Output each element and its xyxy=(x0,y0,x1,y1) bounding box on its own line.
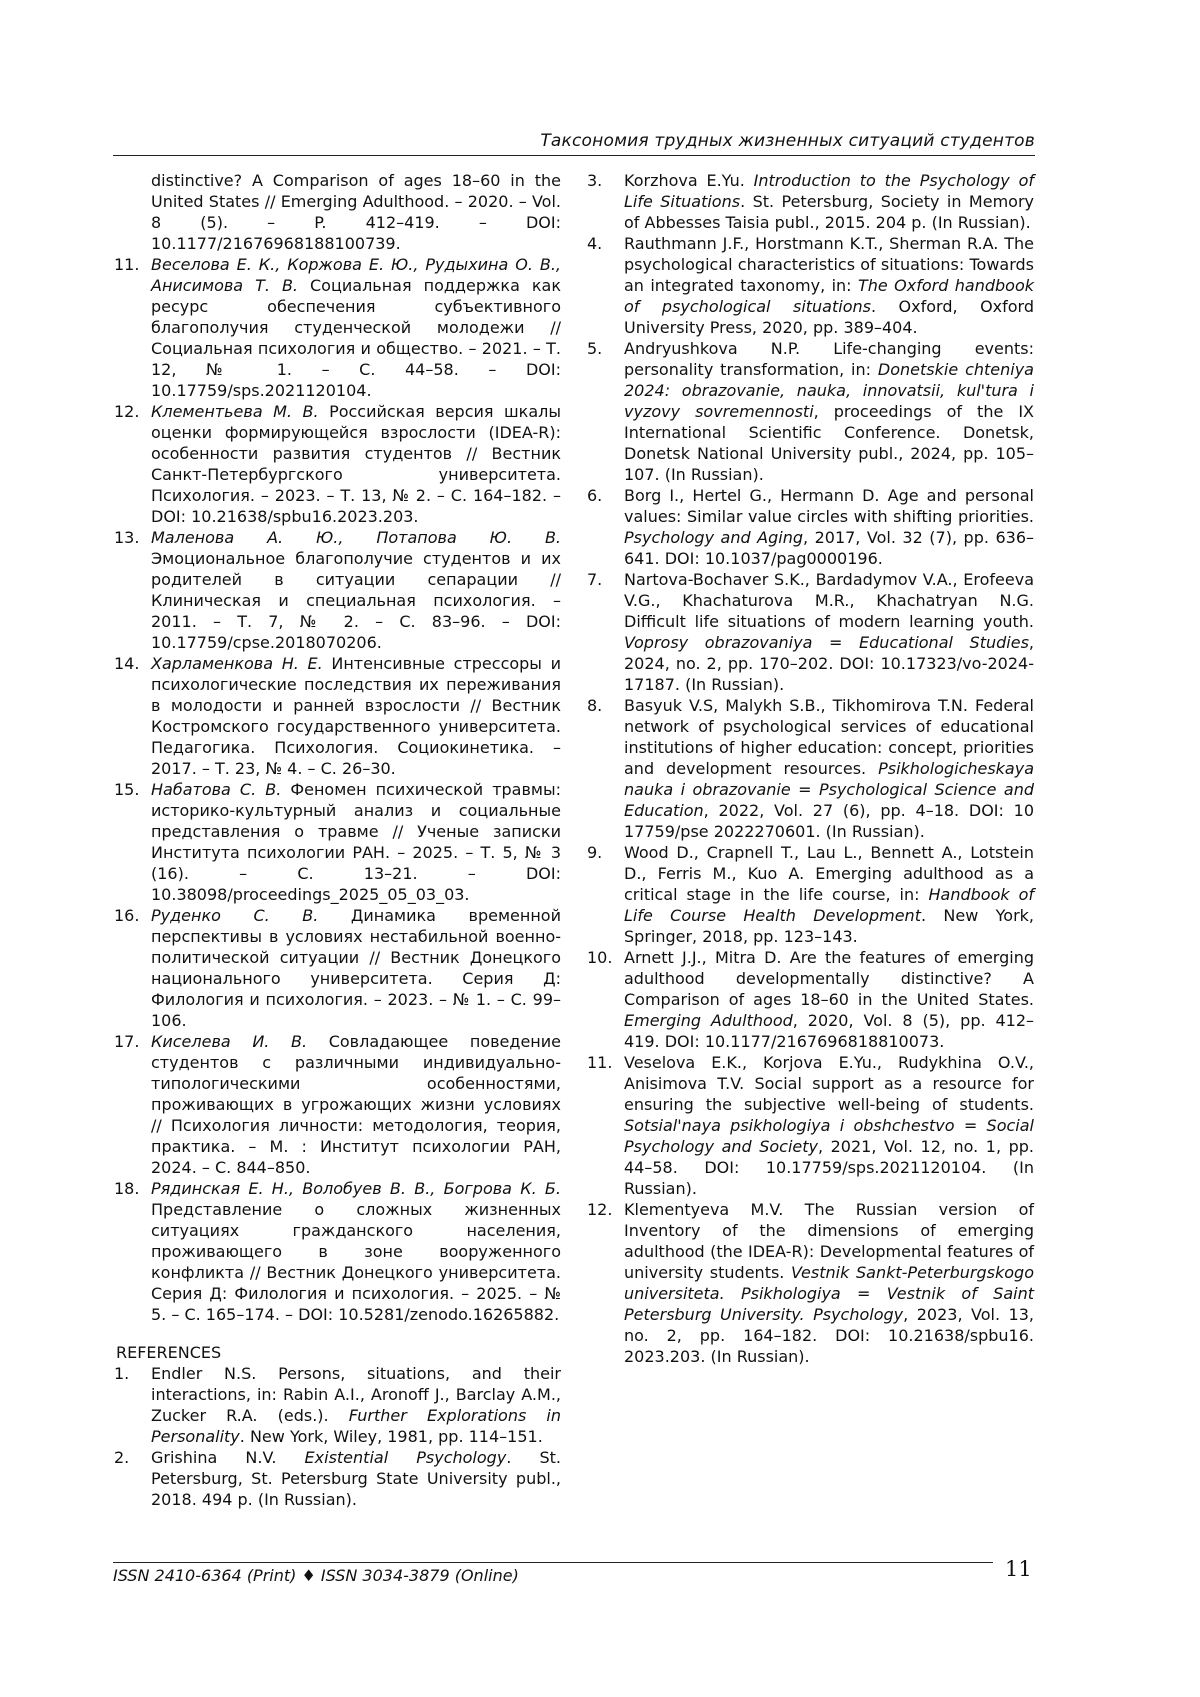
reference-authors: Рядинская Е. Н., Волобуев В. В., Богрова К. Б. xyxy=(151,1179,561,1198)
reference-details: , 2021, Vol. 12, no. 1, pp. 44–58. DOI: 10.17759/sps.2021120104. (In Russian). xyxy=(624,1137,1034,1198)
reference-text: Veselova E.K., Korjova E.Yu., Rudykhina O.V., Anisimova T.V. Social support as a resource for ensuring the subjective well-being of students. xyxy=(624,1053,1034,1114)
reference-text: Российская версия шкалы оценки формирующейся взрослости (IDEA-R): особенности развития студентов // Вестник Санкт-Петербургского университета. Психология. – 2023. – Т. 13, № 2. – С. 164–182. – DOI: 10.21638/spbu16.2023.203. xyxy=(151,402,561,526)
reference-authors: Клементьева М. В. xyxy=(151,402,319,421)
reference-item xyxy=(589,338,1034,485)
reference-authors: Киселева И. В. xyxy=(151,1032,308,1051)
reference-text: Korzhova E.Yu. xyxy=(624,171,754,190)
reference-details: , 2022, Vol. 27 (6), pp. 4–18. DOI: 10 17759/pse 2022270601. (In Russian). xyxy=(624,801,1034,841)
reference-text: Эмоциональное благополучие студентов и их родителей в ситуации сепарации // Клиническая и специальная психология. – 2011. – Т. 7, № 2. – С. 83–96. – DOI: 10.17759/cpse.2018070206. xyxy=(151,549,561,652)
reference-text: Rauthmann J.F., Horstmann K.T., Sherman R.A. The psychological characteristics of situations: Towards an integrated taxonomy, in: xyxy=(624,234,1034,295)
reference-source: Handbook of Life Course Health Development xyxy=(624,885,1034,925)
reference-item xyxy=(589,842,1034,947)
reference-details: , 2020, Vol. 8 (5), pp. 412–419. DOI: 10.1177/2167696818810073. xyxy=(624,1011,1035,1051)
reference-details: . St. Petersburg, Society in Memory of Abbesses Taisia publ., 2015. 204 p. (In Russian). xyxy=(624,192,1034,232)
reference-item xyxy=(589,170,1034,233)
reference-item xyxy=(589,485,1034,569)
reference-source: Psychology and Aging xyxy=(624,528,803,547)
reference-continuation: distinctive? A Comparison of ages 18–60 in the United States // Emerging Adulthood. – 2020. – Vol. 8 (5). – P. 412–419. – DOI: 10.1177/21676968188100739. xyxy=(151,171,561,253)
reference-details: , proceedings of the IX International Scientific Conference. Donetsk, Donetsk National University publ., 2024, pp. 105–107. (In Russian). xyxy=(624,402,1034,484)
reference-source: The Oxford handbook of psychological situations xyxy=(624,276,1034,316)
reference-details: , 2024, no. 2, pp. 170–202. DOI: 10.17323/vo-2024-17187. (In Russian). xyxy=(624,633,1034,694)
reference-item xyxy=(116,1447,561,1510)
footer-divider xyxy=(113,1562,993,1563)
reference-text: Представление о сложных жизненных ситуациях гражданского населения, проживающего в зоне вооруженного конфликта // Вестник Донецкого университета. Серия Д: Филология и психология. – 2025. – № 5. – С. 165–174. – DOI: 10.5281/zenodo.16265882. xyxy=(151,1200,561,1324)
reference-number: 8. xyxy=(587,696,603,715)
reference-number: 16. xyxy=(114,906,140,925)
reference-authors: Руденко С. В. xyxy=(151,906,319,925)
reference-text: Andryushkova N.P. Life-changing events: personality transformation, in: xyxy=(624,339,1034,379)
reference-source: Psikhologicheskaya nauka i obrazovanie = Psychological Science and Education xyxy=(624,759,1034,820)
reference-item xyxy=(589,1199,1034,1367)
reference-text: Arnett J.J., Mitra D. Are the features of emerging adulthood developmentally distinctive? A Comparison of ages 18–60 in the United States. xyxy=(624,948,1034,1009)
reference-item xyxy=(589,569,1034,695)
reference-item xyxy=(116,653,561,779)
reference-text: Wood D., Crapnell T., Lau L., Bennett A., Lotstein D., Ferris M., Kuo A. Emerging adulthood as a critical stage in the life course, in: xyxy=(624,843,1034,904)
reference-authors: Харламенкова Н. Е. xyxy=(151,654,323,673)
reference-source: Emerging Adulthood xyxy=(624,1011,793,1030)
reference-item xyxy=(116,779,561,905)
reference-item xyxy=(116,527,561,653)
reference-number: 4. xyxy=(587,234,603,253)
reference-text: Динамика временной перспективы в условиях нестабильной военно-политической ситуации // Вестник Донецкого национального университета. Серия Д: Филология и психология. – 2023. – № 1. – С. 99–106. xyxy=(151,906,561,1030)
reference-number: 2. xyxy=(114,1448,130,1467)
reference-number: 12. xyxy=(114,402,140,421)
running-title: Таксономия трудных жизненных ситуаций студентов xyxy=(540,131,1035,151)
reference-item xyxy=(589,1052,1034,1199)
reference-item xyxy=(589,947,1034,1052)
reference-source: Further Explorations in Personality xyxy=(151,1406,561,1446)
reference-number: 3. xyxy=(587,171,603,190)
reference-item xyxy=(116,401,561,527)
reference-text: Интенсивные стрессоры и психологические последствия их переживания в молодости и ранней взрослости // Вестник Костромского государственного университета. Педагогика. Психология. Социокинетика. – 2017. – Т. 23, № 4. – С. 26–30. xyxy=(151,654,562,778)
reference-number: 11. xyxy=(587,1053,613,1072)
reference-item xyxy=(116,254,561,401)
reference-text: Endler N.S. Persons, situations, and their interactions, in: Rabin A.I., Aronoff J., Barclay A.M., Zucker R.A. (eds.). xyxy=(151,1364,561,1425)
reference-text: Borg I., Hertel G., Hermann D. Age and personal values: Similar value circles with shifting priorities. xyxy=(624,486,1034,526)
english-reference-list xyxy=(116,1363,561,1510)
page-number: 11 xyxy=(1005,1557,1032,1581)
reference-details: , 2023, Vol. 13, no. 2, pp. 164–182. DOI: 10.21638/spbu16. 2023.203. (In Russian). xyxy=(624,1305,1034,1366)
reference-text: Феномен психической травмы: историко-культурный анализ и социальные представления о травме // Ученые записки Института психологии РАН. – 2025. – Т. 5, № 3 (16). – С. 13–21. – DOI: 10.38098/proceedings_2025_05_03_03. xyxy=(151,780,561,904)
reference-source: Existential Psychology xyxy=(304,1448,507,1467)
reference-item xyxy=(116,905,561,1031)
reference-text: Социальная поддержка как ресурс обеспечения субъективного благополучия студенческой молодежи // Социальная психология и общество. – 2021. – Т. 12, № 1. – С. 44–58. – DOI: 10.17759/sps.2021120104. xyxy=(151,276,562,400)
reference-number: 18. xyxy=(114,1179,140,1198)
reference-authors: Веселова Е. К., Коржова Е. Ю., Рудыхина О. В., Анисимова Т. В. xyxy=(151,255,561,295)
reference-details: . Oxford, Oxford University Press, 2020, pp. 389–404. xyxy=(624,297,1034,337)
reference-details: , 2017, Vol. 32 (7), pp. 636–641. DOI: 10.1037/pag0000196. xyxy=(624,528,1034,568)
reference-authors: Маленова А. Ю., Потапова Ю. В. xyxy=(151,528,561,547)
reference-number: 15. xyxy=(114,780,140,799)
right-column xyxy=(589,170,1034,1367)
russian-reference-list xyxy=(116,254,561,1325)
reference-source: Vestnik Sankt-Peterburgskogo universiteta. Psikhologiya = Vestnik of Saint Petersburg University. Psychology xyxy=(624,1263,1034,1324)
reference-number: 9. xyxy=(587,843,603,862)
reference-source: Introduction to the Psychology of Life Situations xyxy=(624,171,1034,211)
reference-authors: Набатова С. В. xyxy=(151,780,282,799)
reference-item xyxy=(116,1031,561,1178)
reference-item xyxy=(116,1178,561,1325)
issn-line: ISSN 2410-6364 (Print) ♦ ISSN 3034-3879 (Online) xyxy=(113,1566,519,1585)
reference-number: 6. xyxy=(587,486,603,505)
reference-number: 1. xyxy=(114,1364,130,1383)
references-heading: REFERENCES xyxy=(116,1343,222,1362)
reference-number: 11. xyxy=(114,255,140,274)
reference-number: 10. xyxy=(587,948,613,967)
reference-item xyxy=(589,233,1034,338)
reference-source: Voprosy obrazovaniya = Educational Studies xyxy=(624,633,1029,652)
reference-details: . New York, Springer, 2018, pp. 123–143. xyxy=(624,906,1034,946)
reference-text: Klementyeva M.V. The Russian version of Inventory of the dimensions of emerging adulthood (the IDEA-R): Developmental features of university students. xyxy=(624,1200,1034,1282)
english-reference-list-continued xyxy=(589,170,1034,1367)
reference-number: 14. xyxy=(114,654,140,673)
reference-text: Basyuk V.S, Malykh S.B., Tikhomirova T.N. Federal network of psychological services of educational institutions of higher education: concept, priorities and development resources. xyxy=(624,696,1034,778)
reference-details: . New York, Wiley, 1981, pp. 114–151. xyxy=(239,1427,543,1446)
reference-number: 12. xyxy=(587,1200,613,1219)
reference-item xyxy=(589,695,1034,842)
header-divider xyxy=(113,155,1035,156)
reference-number: 7. xyxy=(587,570,603,589)
reference-source: Sotsial'naya psikhologiya i obshchestvo = Social Psychology and Society xyxy=(624,1116,1034,1156)
reference-text: Grishina N.V. xyxy=(151,1448,305,1467)
reference-number: 13. xyxy=(114,528,140,547)
reference-number: 5. xyxy=(587,339,603,358)
reference-details: . St. Petersburg, St. Petersburg State University publ., 2018. 494 p. (In Russian). xyxy=(151,1448,562,1509)
reference-number: 17. xyxy=(114,1032,140,1051)
left-column xyxy=(116,170,561,1510)
reference-source: Donetskie chteniya 2024: obrazovanie, nauka, innovatsii, kul'tura i vyzovy sovremennosti xyxy=(624,360,1034,421)
reference-text: Nartova-Bochaver S.K., Bardadymov V.A., Erofeeva V.G., Khachaturova M.R., Khachatryan N.G. Difficult life situations of modern learning youth. xyxy=(624,570,1034,631)
reference-item xyxy=(116,1363,561,1447)
reference-text: Совладающее поведение студентов с различными индивидуально-типологическими особенностями, проживающих в угрожающих жизни условиях // Психология личности: методология, теория, практика. – М. : Институт психологии РАН, 2024. – С. 844–850. xyxy=(151,1032,561,1177)
